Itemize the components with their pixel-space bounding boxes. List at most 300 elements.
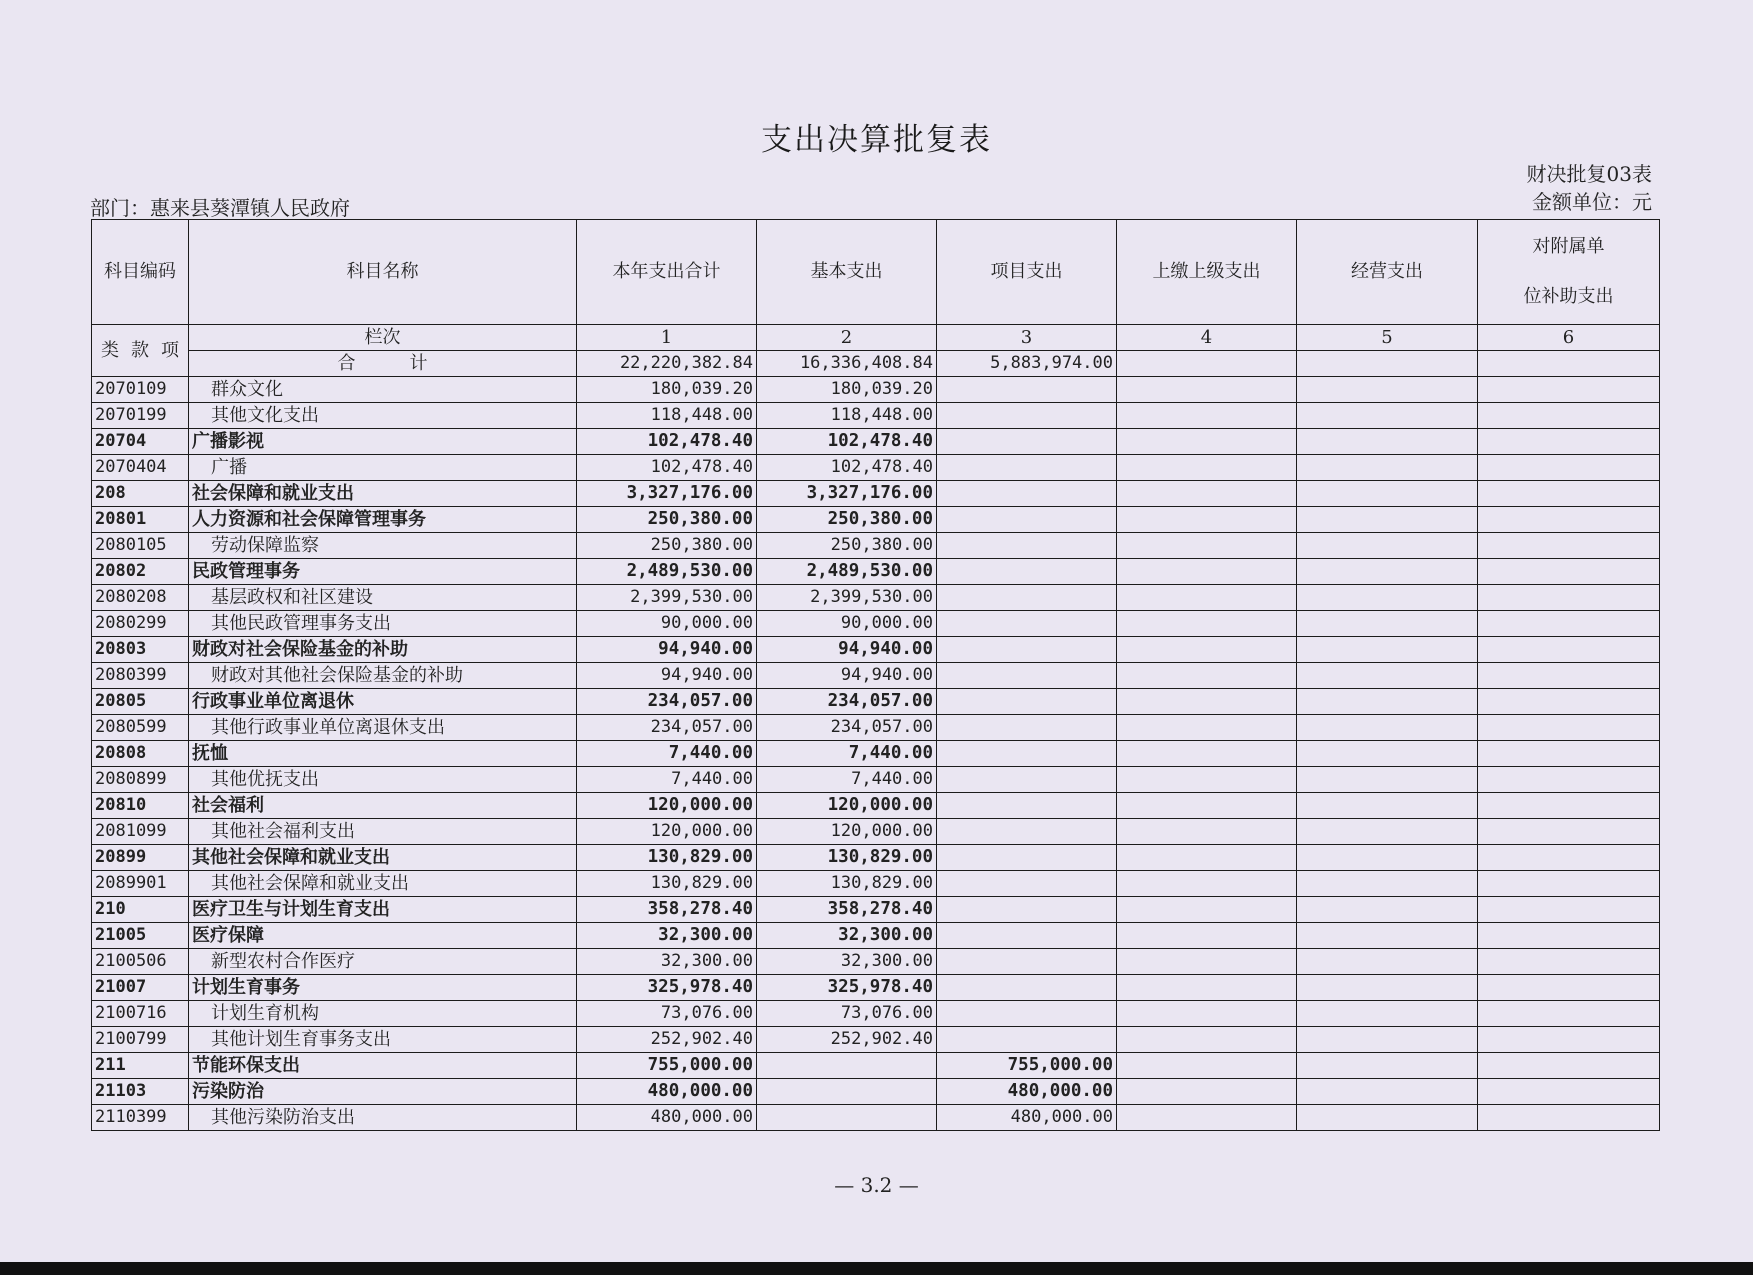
row-col6 — [1478, 715, 1660, 741]
table-row — [92, 455, 1660, 481]
row-code: 2080208 — [92, 585, 189, 611]
row-code: 2080299 — [92, 611, 189, 637]
row-col3 — [937, 923, 1117, 949]
row-col3: 480,000.00 — [937, 1105, 1117, 1131]
unit-label: 金额单位：元 — [1532, 190, 1652, 214]
row-col5 — [1297, 767, 1478, 793]
row-name: 计划生育机构 — [189, 1001, 577, 1027]
row-col2: 325,978.40 — [757, 975, 937, 1001]
row-col1: 102,478.40 — [577, 429, 757, 455]
table-row — [92, 741, 1660, 767]
row-code: 208 — [92, 481, 189, 507]
table-row — [92, 1079, 1660, 1105]
row-col2: 130,829.00 — [757, 871, 937, 897]
row-name: 群众文化 — [189, 377, 577, 403]
row-col1: 7,440.00 — [577, 741, 757, 767]
row-col3 — [937, 507, 1117, 533]
row-col6 — [1478, 767, 1660, 793]
row-col1: 250,380.00 — [577, 533, 757, 559]
row-col4 — [1117, 689, 1297, 715]
row-col2: 3,327,176.00 — [757, 481, 937, 507]
row-col3 — [937, 1001, 1117, 1027]
row-col2 — [757, 1053, 937, 1079]
row-col1: 180,039.20 — [577, 377, 757, 403]
row-col1: 94,940.00 — [577, 637, 757, 663]
row-col4 — [1117, 845, 1297, 871]
row-col2: 32,300.00 — [757, 949, 937, 975]
row-col6 — [1478, 845, 1660, 871]
row-col4 — [1117, 793, 1297, 819]
col-number-5: 5 — [1297, 325, 1478, 351]
row-col1: 2,399,530.00 — [577, 585, 757, 611]
header-col6 — [1478, 220, 1660, 325]
label-lei: 类 — [101, 339, 119, 361]
row-code: 2100799 — [92, 1027, 189, 1053]
row-col4 — [1117, 585, 1297, 611]
row-col4 — [1117, 1027, 1297, 1053]
row-col6 — [1478, 507, 1660, 533]
row-name: 广播影视 — [189, 429, 577, 455]
table-row — [92, 559, 1660, 585]
row-col1: 120,000.00 — [577, 793, 757, 819]
row-code: 20899 — [92, 845, 189, 871]
row-col6 — [1478, 897, 1660, 923]
row-code: 2080105 — [92, 533, 189, 559]
row-col6 — [1478, 923, 1660, 949]
row-col1: 480,000.00 — [577, 1105, 757, 1131]
row-col6 — [1478, 455, 1660, 481]
row-name: 社会保障和就业支出 — [189, 481, 577, 507]
row-name: 财政对社会保险基金的补助 — [189, 637, 577, 663]
table-row — [92, 1001, 1660, 1027]
row-col1: 32,300.00 — [577, 923, 757, 949]
row-col5 — [1297, 637, 1478, 663]
row-name: 节能环保支出 — [189, 1053, 577, 1079]
page-number: — 3.2 — — [834, 1173, 919, 1197]
row-col3 — [937, 741, 1117, 767]
row-col4 — [1117, 663, 1297, 689]
row-col5 — [1297, 1105, 1478, 1131]
header-code: 科目编码 — [92, 220, 189, 325]
row-col2: 102,478.40 — [757, 429, 937, 455]
row-code: 21103 — [92, 1079, 189, 1105]
row-col1: 234,057.00 — [577, 689, 757, 715]
col-number-3: 3 — [937, 325, 1117, 351]
row-col2: 7,440.00 — [757, 741, 937, 767]
row-code: 20805 — [92, 689, 189, 715]
row-col4 — [1117, 507, 1297, 533]
level-labels — [92, 325, 189, 377]
table-row — [92, 689, 1660, 715]
row-col2: 73,076.00 — [757, 1001, 937, 1027]
row-col4 — [1117, 429, 1297, 455]
row-code: 2070109 — [92, 377, 189, 403]
col-number-4: 4 — [1117, 325, 1297, 351]
row-name: 其他优抚支出 — [189, 767, 577, 793]
row-col3 — [937, 455, 1117, 481]
row-col2 — [757, 1079, 937, 1105]
row-code: 20808 — [92, 741, 189, 767]
table-row — [92, 819, 1660, 845]
row-col6 — [1478, 793, 1660, 819]
table-row — [92, 637, 1660, 663]
table-row — [92, 845, 1660, 871]
row-name: 其他社会保障和就业支出 — [189, 845, 577, 871]
row-col6 — [1478, 871, 1660, 897]
col-number-6: 6 — [1478, 325, 1660, 351]
row-name: 抚恤 — [189, 741, 577, 767]
row-col4 — [1117, 1105, 1297, 1131]
row-col6 — [1478, 559, 1660, 585]
row-col5 — [1297, 871, 1478, 897]
row-col5 — [1297, 715, 1478, 741]
row-code: 21007 — [92, 975, 189, 1001]
row-col3 — [937, 585, 1117, 611]
row-name: 医疗保障 — [189, 923, 577, 949]
row-col4 — [1117, 949, 1297, 975]
row-col1: 130,829.00 — [577, 871, 757, 897]
row-col1: 480,000.00 — [577, 1079, 757, 1105]
row-col5 — [1297, 559, 1478, 585]
row-col5 — [1297, 1079, 1478, 1105]
lanci-label: 栏次 — [189, 325, 577, 351]
row-col2: 2,399,530.00 — [757, 585, 937, 611]
row-col6 — [1478, 481, 1660, 507]
table-row — [92, 377, 1660, 403]
row-col6 — [1478, 533, 1660, 559]
table-row — [92, 403, 1660, 429]
row-name: 其他计划生育事务支出 — [189, 1027, 577, 1053]
row-col6 — [1478, 663, 1660, 689]
row-code: 2080899 — [92, 767, 189, 793]
row-col4 — [1117, 897, 1297, 923]
row-col6 — [1478, 1105, 1660, 1131]
row-col3: 755,000.00 — [937, 1053, 1117, 1079]
header-col1: 本年支出合计 — [577, 220, 757, 325]
table-row — [92, 611, 1660, 637]
col-number-2: 2 — [757, 325, 937, 351]
row-col2: 250,380.00 — [757, 507, 937, 533]
row-col3 — [937, 715, 1117, 741]
row-col6 — [1478, 975, 1660, 1001]
row-col5 — [1297, 689, 1478, 715]
row-code: 2080399 — [92, 663, 189, 689]
row-col6 — [1478, 611, 1660, 637]
row-name: 民政管理事务 — [189, 559, 577, 585]
row-col3 — [937, 975, 1117, 1001]
table-row — [92, 897, 1660, 923]
row-col3 — [937, 845, 1117, 871]
row-code: 20803 — [92, 637, 189, 663]
row-col1: 102,478.40 — [577, 455, 757, 481]
row-col3 — [937, 663, 1117, 689]
table-row — [92, 533, 1660, 559]
row-col2: 252,902.40 — [757, 1027, 937, 1053]
row-col3 — [937, 429, 1117, 455]
row-col6 — [1478, 949, 1660, 975]
row-col5 — [1297, 949, 1478, 975]
row-col3 — [937, 559, 1117, 585]
row-name: 其他民政管理事务支出 — [189, 611, 577, 637]
row-name: 医疗卫生与计划生育支出 — [189, 897, 577, 923]
row-code: 2081099 — [92, 819, 189, 845]
row-col2: 120,000.00 — [757, 819, 937, 845]
row-name: 污染防治 — [189, 1079, 577, 1105]
row-col5 — [1297, 1027, 1478, 1053]
row-col3 — [937, 793, 1117, 819]
row-code: 21005 — [92, 923, 189, 949]
row-name: 广播 — [189, 455, 577, 481]
total-col6 — [1478, 351, 1660, 377]
row-name: 财政对其他社会保险基金的补助 — [189, 663, 577, 689]
label-xiang: 项 — [161, 339, 179, 361]
row-col6 — [1478, 1053, 1660, 1079]
table-row — [92, 429, 1660, 455]
row-col3 — [937, 533, 1117, 559]
row-col1: 250,380.00 — [577, 507, 757, 533]
row-col4 — [1117, 481, 1297, 507]
row-col5 — [1297, 845, 1478, 871]
row-col2: 234,057.00 — [757, 689, 937, 715]
table-row — [92, 793, 1660, 819]
row-col1: 94,940.00 — [577, 663, 757, 689]
row-code: 2110399 — [92, 1105, 189, 1131]
row-col2: 130,829.00 — [757, 845, 937, 871]
row-col4 — [1117, 455, 1297, 481]
row-col5 — [1297, 533, 1478, 559]
row-code: 211 — [92, 1053, 189, 1079]
row-col4 — [1117, 1079, 1297, 1105]
row-col4 — [1117, 871, 1297, 897]
row-col5 — [1297, 377, 1478, 403]
row-col4 — [1117, 1053, 1297, 1079]
page-title: 支出决算批复表 — [761, 122, 992, 158]
row-code: 2070404 — [92, 455, 189, 481]
header-col4: 上缴上级支出 — [1117, 220, 1297, 325]
row-col4 — [1117, 611, 1297, 637]
row-col6 — [1478, 1027, 1660, 1053]
row-col4 — [1117, 637, 1297, 663]
table-row — [92, 1105, 1660, 1131]
row-col2 — [757, 1105, 937, 1131]
row-col1: 252,902.40 — [577, 1027, 757, 1053]
row-col1: 3,327,176.00 — [577, 481, 757, 507]
col-number-1: 1 — [577, 325, 757, 351]
row-name: 其他文化支出 — [189, 403, 577, 429]
row-col6 — [1478, 819, 1660, 845]
row-col6 — [1478, 1001, 1660, 1027]
row-col3 — [937, 481, 1117, 507]
row-col3 — [937, 637, 1117, 663]
row-col6 — [1478, 403, 1660, 429]
row-col2: 120,000.00 — [757, 793, 937, 819]
header-row — [92, 220, 1660, 325]
row-col6 — [1478, 377, 1660, 403]
row-col6 — [1478, 585, 1660, 611]
row-col1: 234,057.00 — [577, 715, 757, 741]
row-col3 — [937, 949, 1117, 975]
row-col6 — [1478, 689, 1660, 715]
total-row — [92, 351, 1660, 377]
row-col3 — [937, 767, 1117, 793]
row-code: 20802 — [92, 559, 189, 585]
row-col1: 325,978.40 — [577, 975, 757, 1001]
row-col4 — [1117, 533, 1297, 559]
row-code: 2089901 — [92, 871, 189, 897]
total-col1: 22,220,382.84 — [577, 351, 757, 377]
row-col4 — [1117, 1001, 1297, 1027]
label-kuan: 款 — [131, 339, 149, 361]
form-info — [1527, 160, 1652, 216]
table-row — [92, 767, 1660, 793]
table-row — [92, 507, 1660, 533]
row-col3 — [937, 689, 1117, 715]
row-code: 20704 — [92, 429, 189, 455]
row-name: 人力资源和社会保障管理事务 — [189, 507, 577, 533]
row-code: 2080599 — [92, 715, 189, 741]
row-col4 — [1117, 377, 1297, 403]
row-col6 — [1478, 429, 1660, 455]
row-name: 行政事业单位离退休 — [189, 689, 577, 715]
row-col3 — [937, 871, 1117, 897]
row-col5 — [1297, 611, 1478, 637]
row-col4 — [1117, 767, 1297, 793]
row-code: 2100506 — [92, 949, 189, 975]
row-col5 — [1297, 793, 1478, 819]
table-row — [92, 949, 1660, 975]
row-name: 基层政权和社区建设 — [189, 585, 577, 611]
row-col5 — [1297, 741, 1478, 767]
row-col3 — [937, 819, 1117, 845]
row-col4 — [1117, 923, 1297, 949]
row-name: 其他污染防治支出 — [189, 1105, 577, 1131]
scan-edge — [0, 1262, 1753, 1275]
row-col4 — [1117, 559, 1297, 585]
row-col5 — [1297, 585, 1478, 611]
row-col5 — [1297, 481, 1478, 507]
row-col1: 2,489,530.00 — [577, 559, 757, 585]
row-col1: 358,278.40 — [577, 897, 757, 923]
row-col3 — [937, 897, 1117, 923]
form-number: 财决批复03表 — [1526, 162, 1652, 186]
row-col5 — [1297, 923, 1478, 949]
row-col2: 358,278.40 — [757, 897, 937, 923]
row-code: 210 — [92, 897, 189, 923]
table-row — [92, 1027, 1660, 1053]
total-col4 — [1117, 351, 1297, 377]
header-col6-line1: 对附属单 — [1532, 236, 1605, 257]
row-col4 — [1117, 715, 1297, 741]
row-col1: 120,000.00 — [577, 819, 757, 845]
row-name: 劳动保障监察 — [189, 533, 577, 559]
row-col4 — [1117, 741, 1297, 767]
row-col5 — [1297, 1053, 1478, 1079]
row-col3: 480,000.00 — [937, 1079, 1117, 1105]
row-col2: 94,940.00 — [757, 663, 937, 689]
row-col5 — [1297, 1001, 1478, 1027]
total-col3: 5,883,974.00 — [937, 351, 1117, 377]
row-col1: 32,300.00 — [577, 949, 757, 975]
row-col5 — [1297, 819, 1478, 845]
table-row — [92, 585, 1660, 611]
row-col3 — [937, 1027, 1117, 1053]
row-col5 — [1297, 429, 1478, 455]
table-row — [92, 663, 1660, 689]
table-row — [92, 975, 1660, 1001]
row-col2: 102,478.40 — [757, 455, 937, 481]
column-number-row — [92, 325, 1660, 351]
row-col5 — [1297, 975, 1478, 1001]
header-col5: 经营支出 — [1297, 220, 1478, 325]
row-name: 新型农村合作医疗 — [189, 949, 577, 975]
row-col5 — [1297, 897, 1478, 923]
total-col2: 16,336,408.84 — [757, 351, 937, 377]
row-col2: 250,380.00 — [757, 533, 937, 559]
row-col1: 73,076.00 — [577, 1001, 757, 1027]
row-col2: 234,057.00 — [757, 715, 937, 741]
row-col2: 90,000.00 — [757, 611, 937, 637]
table-row — [92, 871, 1660, 897]
row-name: 社会福利 — [189, 793, 577, 819]
row-col3 — [937, 403, 1117, 429]
total-col5 — [1297, 351, 1478, 377]
row-col5 — [1297, 663, 1478, 689]
header-col3: 项目支出 — [937, 220, 1117, 325]
table-row — [92, 481, 1660, 507]
header-col2: 基本支出 — [757, 220, 937, 325]
row-code: 2070199 — [92, 403, 189, 429]
expenditure-table — [91, 219, 1660, 1131]
row-code: 20810 — [92, 793, 189, 819]
row-col5 — [1297, 455, 1478, 481]
row-col6 — [1478, 1079, 1660, 1105]
row-name: 计划生育事务 — [189, 975, 577, 1001]
row-name: 其他社会保障和就业支出 — [189, 871, 577, 897]
table-row — [92, 923, 1660, 949]
department-label: 部门：惠来县葵潭镇人民政府 — [90, 196, 350, 220]
header-col6-line2: 位补助支出 — [1523, 286, 1614, 307]
row-col5 — [1297, 403, 1478, 429]
row-col4 — [1117, 403, 1297, 429]
row-name: 其他行政事业单位离退休支出 — [189, 715, 577, 741]
row-col3 — [937, 377, 1117, 403]
row-col4 — [1117, 975, 1297, 1001]
row-col5 — [1297, 507, 1478, 533]
row-col6 — [1478, 741, 1660, 767]
row-col2: 2,489,530.00 — [757, 559, 937, 585]
row-col1: 118,448.00 — [577, 403, 757, 429]
row-col2: 94,940.00 — [757, 637, 937, 663]
row-col1: 755,000.00 — [577, 1053, 757, 1079]
row-col1: 7,440.00 — [577, 767, 757, 793]
table-row — [92, 1053, 1660, 1079]
header-name: 科目名称 — [189, 220, 577, 325]
row-col2: 7,440.00 — [757, 767, 937, 793]
row-col2: 180,039.20 — [757, 377, 937, 403]
row-col2: 32,300.00 — [757, 923, 937, 949]
row-name: 其他社会福利支出 — [189, 819, 577, 845]
row-col1: 130,829.00 — [577, 845, 757, 871]
row-col3 — [937, 611, 1117, 637]
row-col6 — [1478, 637, 1660, 663]
row-col2: 118,448.00 — [757, 403, 937, 429]
row-code: 20801 — [92, 507, 189, 533]
row-code: 2100716 — [92, 1001, 189, 1027]
row-col4 — [1117, 819, 1297, 845]
row-col1: 90,000.00 — [577, 611, 757, 637]
table-row — [92, 715, 1660, 741]
total-label: 合 计 — [189, 351, 577, 377]
